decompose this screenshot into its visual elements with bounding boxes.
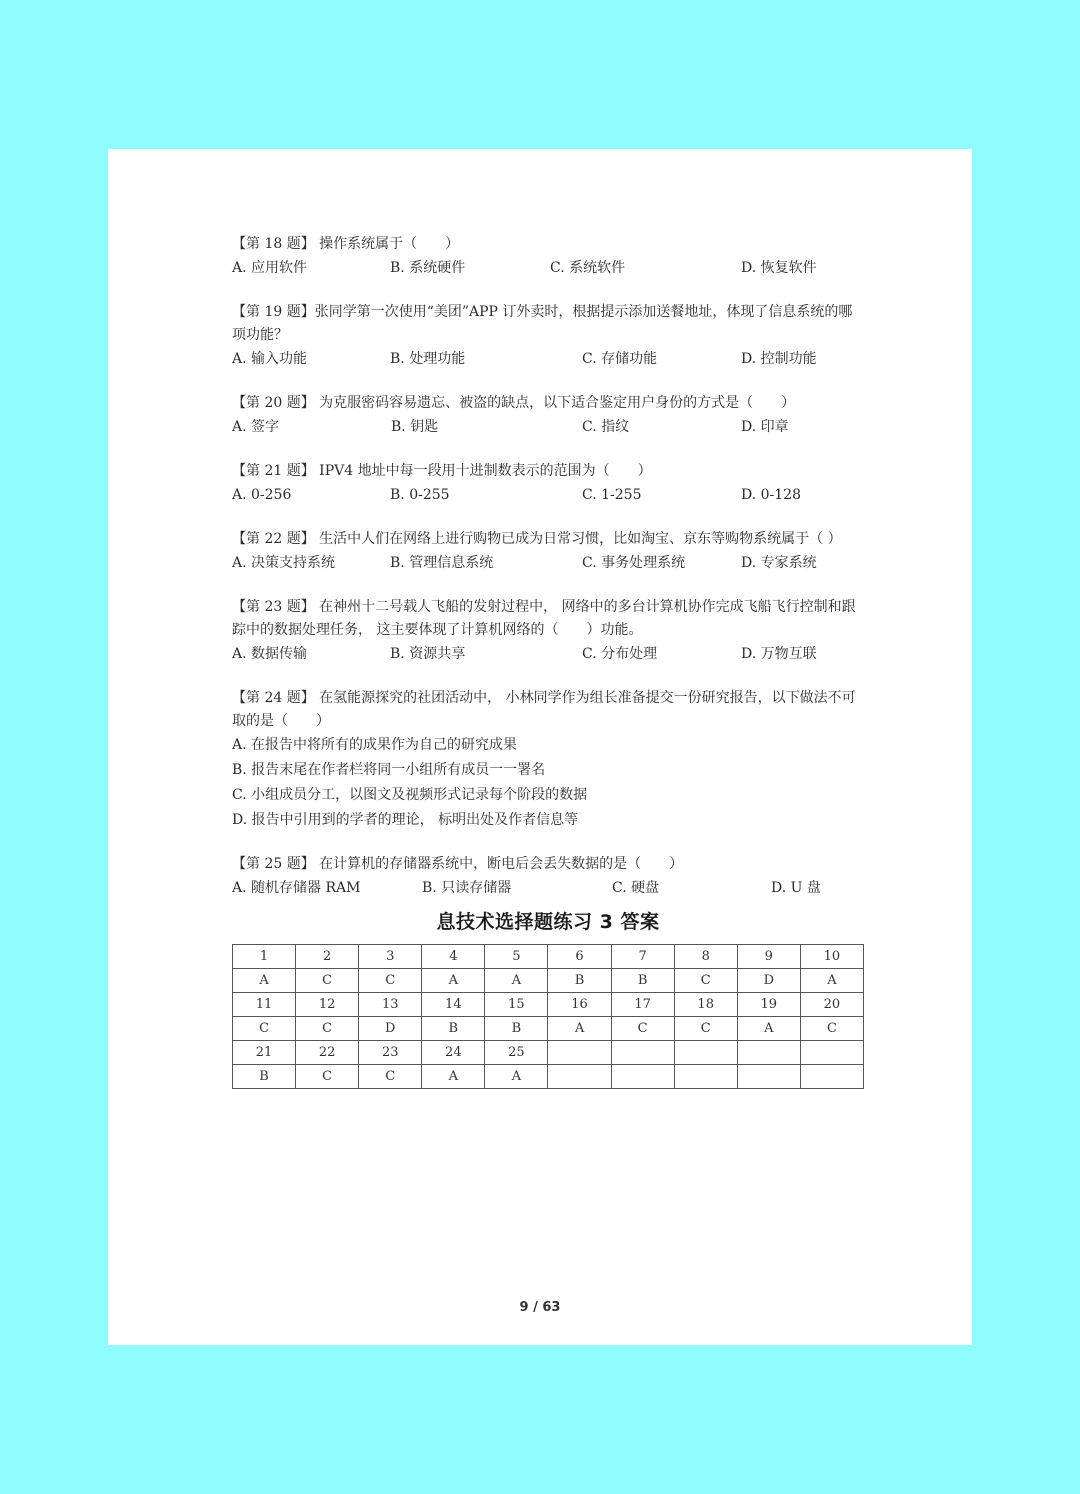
table-cell: 8 [674,945,737,969]
options-row [232,551,864,576]
question-stem: 【第 22 题】 生活中人们在网络上进行购物已成为日常习惯，比如淘宝、京东等购物系统属于（ ） [232,531,842,547]
table-cell: A [422,1065,485,1089]
option-b: B. 资源共享 [390,646,466,662]
option-d: D. 专家系统 [741,555,817,571]
table-cell [548,1065,611,1089]
option-c: C. 硬盘 [612,880,660,896]
question-stem: 【第 23 题】 在神州十二号载人飞船的发射过程中， 网络中的多台计算机协作完成飞船飞行控制和跟踪中的数据处理任务， 这主要体现了计算机网络的（ ）功能。 [232,599,856,638]
option-c: C. 事务处理系统 [582,555,686,571]
option-a: A. 决策支持系统 [232,555,336,571]
table-cell: 10 [800,945,863,969]
question-21 [232,460,864,508]
table-cell [611,1041,674,1065]
question-stem: 【第 24 题】 在氢能源探究的社团活动中， 小林同学作为组长准备提交一份研究报告，以下做法不可取的是（ ） [232,690,856,729]
question-stem: 【第 21 题】 IPV4 地址中每一段用十进制数表示的范围为（ ） [232,463,652,479]
table-cell: 5 [485,945,548,969]
table-cell: C [674,1017,737,1041]
table-cell: 7 [611,945,674,969]
option-d: D. U 盘 [771,880,821,896]
option-b: B. 只读存储器 [422,880,512,896]
option-c: C. 存储功能 [582,351,658,367]
table-cell [737,1065,800,1089]
answer-title: 息技术选择题练习 3 答案 [436,911,660,933]
option-a: A. 签字 [232,419,280,435]
option-d: D. 0-128 [741,487,801,503]
table-cell [800,1041,863,1065]
option-d: D. 报告中引用到的学者的理论， 标明出处及作者信息等 [232,812,579,828]
option-b: B. 管理信息系统 [390,555,494,571]
table-cell: A [737,1017,800,1041]
document-page [108,149,972,1345]
table-cell [737,1041,800,1065]
options-row [232,347,864,372]
page-number: 9 / 63 [519,1300,561,1315]
question-19 [232,301,864,372]
option-c: C. 分布处理 [582,646,658,662]
table-cell: A [800,969,863,993]
table-cell: C [800,1017,863,1041]
option-a: A. 应用软件 [232,260,308,276]
options-row [232,415,864,440]
table-cell: 17 [611,993,674,1017]
table-cell: 2 [296,945,359,969]
table-cell [611,1065,674,1089]
option-b: B. 处理功能 [390,351,466,367]
option-a: A. 随机存储器 RAM [232,880,361,896]
table-cell: 25 [485,1041,548,1065]
option-b: B. 0-255 [390,487,450,503]
table-cell: A [233,969,296,993]
question-stem: 【第 25 题】 在计算机的存储器系统中，断电后会丢失数据的是（ ） [232,856,684,872]
table-cell: C [296,1017,359,1041]
table-cell: C [359,1065,422,1089]
table-cell: B [422,1017,485,1041]
table-cell: B [485,1017,548,1041]
table-cell: 6 [548,945,611,969]
option-b: B. 系统硬件 [390,260,466,276]
table-cell: 13 [359,993,422,1017]
table-row [233,969,864,993]
option-c: C. 小组成员分工，以图文及视频形式记录每个阶段的数据 [232,787,588,803]
question-22 [232,528,864,576]
table-cell: 15 [485,993,548,1017]
table-cell: C [611,1017,674,1041]
question-18 [232,233,864,281]
table-row [233,1041,864,1065]
table-cell: C [359,969,422,993]
table-cell [800,1065,863,1089]
table-cell: 16 [548,993,611,1017]
table-cell: 14 [422,993,485,1017]
table-cell: B [548,969,611,993]
table-row [233,945,864,969]
option-d: D. 控制功能 [741,351,817,367]
table-cell: B [233,1065,296,1089]
table-cell: 4 [422,945,485,969]
table-cell [548,1041,611,1065]
table-row [233,1017,864,1041]
options-list [232,733,864,833]
option-d: D. 万物互联 [741,646,817,662]
table-cell: 24 [422,1041,485,1065]
question-stem: 【第 19 题】张同学第一次使用“美团”APP 订外卖时，根据提示添加送餐地址，体现了信息系统的哪项功能？ [232,304,853,343]
option-d: D. 恢复软件 [741,260,817,276]
option-a: A. 0-256 [232,487,292,503]
table-cell: 11 [233,993,296,1017]
table-cell: C [233,1017,296,1041]
question-23 [232,596,864,667]
option-b: B. 钥匙 [391,419,439,435]
page-content [232,233,864,1089]
options-row [232,256,864,281]
table-row [233,1065,864,1089]
options-row [232,876,864,901]
option-b: B. 报告末尾在作者栏将同一小组所有成员一一署名 [232,762,546,778]
table-cell: C [296,969,359,993]
answer-table [232,944,864,1089]
table-cell: D [737,969,800,993]
table-row [233,993,864,1017]
table-cell: 20 [800,993,863,1017]
option-d: D. 印章 [741,419,789,435]
option-a: A. 数据传输 [232,646,308,662]
option-a: A. 在报告中将所有的成果作为自己的研究成果 [232,737,518,753]
option-c: C. 指纹 [582,419,630,435]
table-cell: A [485,1065,548,1089]
options-row [232,642,864,667]
table-cell: 18 [674,993,737,1017]
question-20 [232,392,864,440]
option-c: C. 系统软件 [550,260,626,276]
table-cell: 9 [737,945,800,969]
table-cell: C [296,1065,359,1089]
table-cell: 23 [359,1041,422,1065]
table-cell [674,1041,737,1065]
table-cell: 1 [233,945,296,969]
table-cell: B [611,969,674,993]
question-stem: 【第 20 题】 为克服密码容易遗忘、被盗的缺点，以下适合鉴定用户身份的方式是（ ） [232,395,796,411]
question-25 [232,853,864,901]
table-cell: 21 [233,1041,296,1065]
question-stem: 【第 18 题】 操作系统属于（ ） [232,236,460,252]
option-c: C. 1-255 [582,487,642,503]
table-cell: C [674,969,737,993]
table-cell [674,1065,737,1089]
table-cell: A [422,969,485,993]
table-cell: 12 [296,993,359,1017]
table-cell: 19 [737,993,800,1017]
table-cell: A [485,969,548,993]
table-cell: 22 [296,1041,359,1065]
table-cell: D [359,1017,422,1041]
option-a: A. 输入功能 [232,351,308,367]
options-row [232,483,864,508]
table-cell: 3 [359,945,422,969]
table-cell: A [548,1017,611,1041]
question-24 [232,687,864,833]
